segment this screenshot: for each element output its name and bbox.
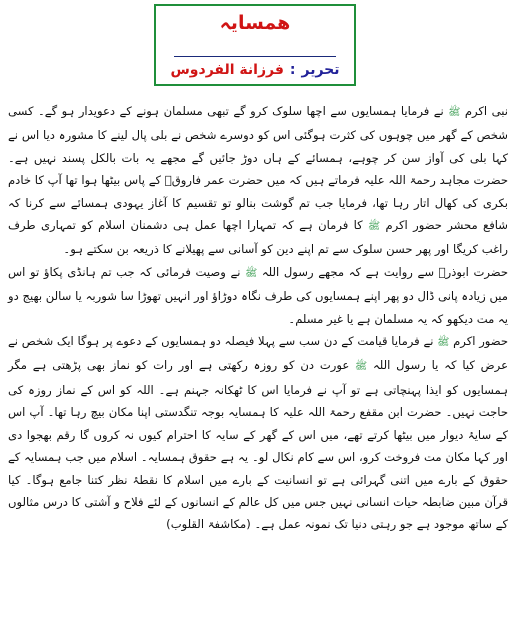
honorific-glyph: ﷺ: [355, 361, 368, 373]
byline: [156, 62, 354, 78]
paragraph-text: نے وصیت فرمائی کہ جب تم ہانڈی پکاؤ تو اس میں زیادہ پانی ڈال دو پھر اپنے ہمسایوں کی طرف نگاہ دوڑاؤ اور انہیں تھوڑا سا شوربہ یا سالن بھیج دو یہ مت دیکھو کہ یہ مسلمان ہے یا غیر مسلم۔: [8, 264, 508, 326]
paragraph-text: نے فرمایا قیامت کے دن سب سے پہلا فیصلہ دو ہمسایوں کے دعوے پر ہوگا ایک شخص نے عرض کیا کہ یا رسول اللہ: [8, 334, 508, 373]
paragraph-text: کا فرمان ہے کہ تمہارا اچھا عمل ہی دشمنان اسلام کو تمہاری طرف راغب کریگا اور پھر حسن سلوک سے تم اپنے دین کو آسانی سے پھیلانے کا ذریعہ بن سکتے ہو۔: [8, 218, 508, 257]
paragraph-text: عورت دن کو روزہ رکھتی ہے اور رات کو نماز بھی پڑھتی ہے مگر ہمسایوں کو ایذا پہنچاتی ہے تو آپ نے فرمایا اس کا ٹھکانہ جہنم ہے۔ اللہ کو اس کے نماز روزہ کی حاجت نہیں۔ حضرت ابن مقفع رحمۃ اللہ علیہ کا ہمسایہ بوجہ تنگدستی اپنا مکان بیچ رہا تھا۔ آپ اس کے سایۂ دیوار میں بیٹھا کرتے تھے، میں اس کے گھر کے سایہ کا احترام کیوں نہ کروں گا رقم بھجوا دی اور کہا مکان مت فروخت کرو، اس سے کام نکال لو۔ یہ ہے حقوق ہمسایہ۔ اسلام میں جب ہمسایہ کے حقوق کے بارے میں اتنی گہرائی ہے تو انسانیت کے بارے میں اسلام کا نقطۂ نظر کتنا جامع ہوگا۔ کیا قرآن مبین ضابطہ حیات انسانی نہیں جس میں کل عالم کے انسانوں کے لئے فلاح و آشتی کا درس مثالوں کے ساتھ موجود ہے جو رہتی دنیا تک نمونہ عمل ہے۔ (مکاشفۃ القلوب): [8, 358, 508, 532]
paragraph-text: حضور اکرم: [449, 334, 508, 349]
article-paragraph: [8, 261, 508, 330]
article-body: [8, 100, 508, 629]
paragraph-text: نبی اکرم: [460, 104, 508, 118]
honorific-glyph: ﷺ: [245, 267, 258, 279]
article-paragraph: [8, 100, 508, 261]
author-name: فرزانة الفردوس: [170, 62, 284, 78]
paragraph-text: حضرت ابوذرؓ سے روایت ہے کہ مجھے رسول اللہ: [257, 264, 508, 279]
page-title: ھمسایہ: [219, 12, 291, 34]
honorific-glyph: ﷺ: [368, 221, 381, 233]
honorific-glyph: ﷺ: [437, 337, 450, 349]
byline-label: تحریر: [301, 62, 340, 78]
title-divider: [174, 56, 336, 57]
byline-separator: :: [289, 62, 296, 78]
paragraph-text: نے فرمایا ہمسایوں سے اچھا سلوک کرو گے تبھی مسلمان ہونے کے دعویدار ہو گے۔ کسی شخص کے گھر میں چوہوں کی کثرت ہوگئی اس کو دوسرے شخص نے بلی پال لینے کا مشورہ دیا اس نے کہا بلی کی آواز سن کر چوہے، ہمسائے کے ہاں دوڑ جائیں گے مجھے یہ بات بالکل پسند نہیں ہے۔ حضرت مجاہد رحمۃ اللہ علیہ فرماتے ہیں کہ میں حضرت عمر فاروقؓ کے پاس بیٹھا ہوا تھا آپ کا خادم بکری کی کھال اتار رہا تھا، فرمایا جب تم گوشت بنالو تو تقسیم کا آغاز یہودی ہمسائے سے کرنا کہ شافع محشر حضور اکرم: [8, 104, 508, 233]
honorific-glyph: ﷺ: [448, 107, 461, 118]
title-box: [154, 4, 356, 86]
article-paragraph: [8, 330, 508, 536]
